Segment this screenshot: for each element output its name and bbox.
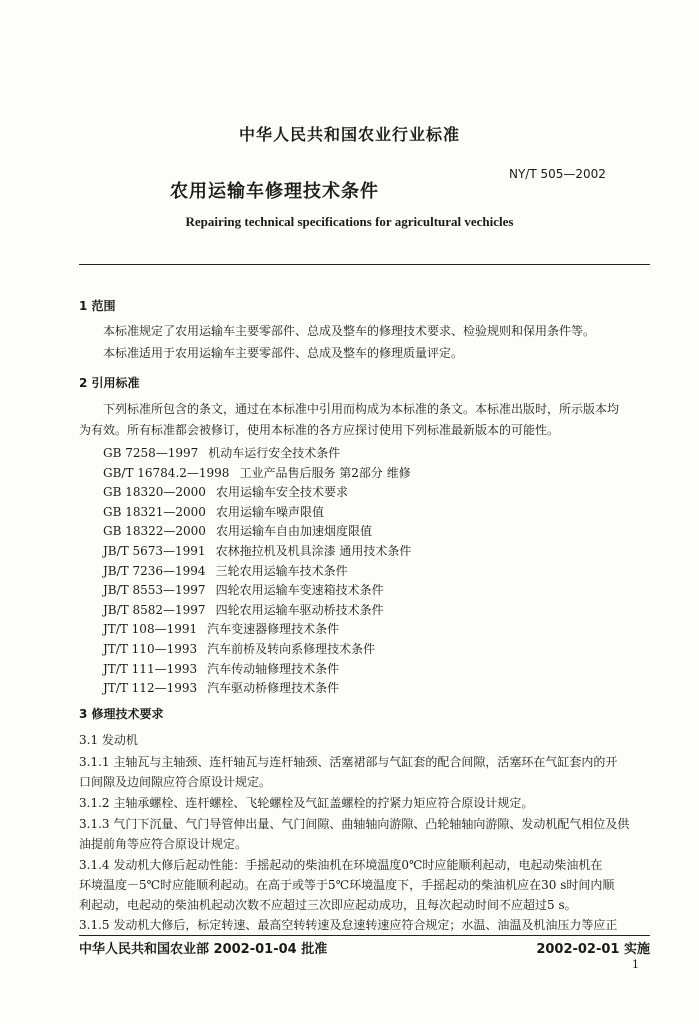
reference-item [103, 464, 411, 481]
approval-line: 中华人民共和国农业部 2002-01-04 批准 [79, 942, 328, 957]
reference-code: JB/T 5673—1991 [103, 544, 206, 558]
reference-title: 三轮农用运输车技术条件 [215, 563, 348, 578]
clause-3-1-4-line-2: 环境温度－5℃时应能顺利起动。在高于或等于5℃环境温度下，手摇起动的柴油机应在30 s时间内顺 [79, 878, 615, 892]
document-title: 农用运输车修理技术条件 [170, 181, 379, 202]
section-2-para-line-2: 为有效。所有标准都会被修订，使用本标准的各方应探讨使用下列标准最新版本的可能性。 [79, 423, 560, 437]
clause-3-1-4-line-1: 3.1.4 发动机大修后起动性能：手摇起动的柴油机在环境温度0℃时应能顺利起动，电起动柴油机在 [79, 858, 603, 872]
reference-item [103, 679, 339, 696]
reference-code: JT/T 111—1993 [103, 661, 198, 676]
english-title: Repairing technical specifications for agricultural vechicles [185, 214, 514, 229]
clause-3-1-3-line-1: 3.1.3 气门下沉量、气门导管伸出量、气门间隙、曲轴轴向游隙、凸轮轴轴向游隙、发动机配气相位及供 [79, 817, 630, 831]
reference-code: GB 18321—2000 [103, 504, 206, 519]
reference-title: 四轮农用运输车变速箱技术条件 [215, 583, 384, 598]
reference-code: JT/T 108—1991 [103, 622, 198, 637]
clause-3-1-3-line-2: 油提前角等应符合原设计规定。 [79, 837, 248, 851]
reference-title: 汽车变速器修理技术条件 [207, 622, 340, 637]
reference-item [103, 581, 384, 598]
reference-code: GB 18322—2000 [103, 524, 206, 539]
reference-title: 农用运输车安全技术要求 [215, 485, 348, 500]
reference-item [103, 562, 348, 579]
reference-title: 工业产品售后服务 第2部分 维修 [239, 465, 411, 480]
reference-item [103, 542, 411, 559]
reference-item [103, 483, 348, 500]
reference-title: 农林拖拉机及机具涂漆 通用技术条件 [215, 544, 412, 558]
reference-code: JT/T 110—1993 [103, 642, 198, 656]
header-rule [79, 264, 650, 265]
section-2-para-line-1: 下列标准所包含的条文，通过在本标准中引用而构成为本标准的条文。本标准出版时，所示版本均 [103, 402, 620, 416]
clause-3-1-5-line-1: 3.1.5 发动机大修后，标定转速、最高空转转速及怠速转速应符合规定；水温、油温及机油压力等应正 [79, 918, 618, 932]
reference-item [103, 522, 372, 539]
reference-title: 汽车驱动桥修理技术条件 [207, 681, 340, 696]
section-1-para-2: 本标准适用于农用运输车主要零部件、总成及整车的修理质量评定。 [103, 346, 464, 360]
reference-item [103, 660, 339, 677]
section-1-heading: 1 范围 [79, 299, 116, 313]
section-1-para-1: 本标准规定了农用运输车主要零部件、总成及整车的修理技术要求、检验规则和保用条件等。 [103, 324, 596, 338]
publisher-heading: 中华人民共和国农业行业标准 [238, 125, 460, 144]
reference-title: 汽车传动轴修理技术条件 [207, 661, 340, 676]
reference-code: JB/T 8582—1997 [103, 602, 206, 617]
page-number: 1 [632, 958, 639, 971]
reference-title: 农用运输车噪声限值 [215, 504, 324, 519]
reference-code: GB 18320—2000 [103, 485, 206, 500]
clause-3-1-1-line-1: 3.1.1 主轴瓦与主轴颈、连杆轴瓦与连杆轴颈、活塞裙部与气缸套的配合间隙，活塞环在气缸套内的开 [79, 755, 618, 769]
section-3-heading: 3 修理技术要求 [79, 707, 164, 721]
clause-3-1-2: 3.1.2 主轴承螺栓、连杆螺栓、飞轮螺栓及气缸盖螺栓的拧紧力矩应符合原设计规定。 [79, 796, 534, 810]
clause-3-1-4-line-3: 利起动，电起动的柴油机起动次数不应超过三次即应起动成功，且每次起动时间不应超过5 s。 [79, 898, 577, 912]
standard-number: NY/T 505—2002 [509, 167, 606, 181]
reference-item [103, 640, 375, 657]
footer-rule [79, 935, 650, 936]
reference-code: JB/T 8553—1997 [103, 583, 206, 598]
reference-code: GB/T 16784.2—1998 [103, 465, 230, 480]
reference-title: 机动车运行安全技术条件 [208, 446, 341, 460]
reference-title: 汽车前桥及转向系修理技术条件 [207, 642, 376, 656]
reference-title: 四轮农用运输车驱动桥技术条件 [215, 602, 384, 617]
reference-code: JB/T 7236—1994 [103, 563, 206, 578]
reference-item [103, 620, 339, 637]
reference-item [103, 444, 340, 461]
section-2-heading: 2 引用标准 [79, 376, 140, 390]
reference-title: 农用运输车自由加速烟度限值 [215, 524, 372, 539]
reference-item [103, 503, 324, 520]
reference-code: GB 7258—1997 [103, 446, 199, 460]
reference-item [103, 601, 384, 618]
reference-code: JT/T 112—1993 [103, 681, 198, 696]
clause-3-1-1-line-2: 口间隙及边间隙应符合原设计规定。 [79, 775, 272, 789]
section-3-1-heading: 3.1 发动机 [79, 733, 138, 747]
effective-date: 2002-02-01 实施 [536, 942, 650, 957]
